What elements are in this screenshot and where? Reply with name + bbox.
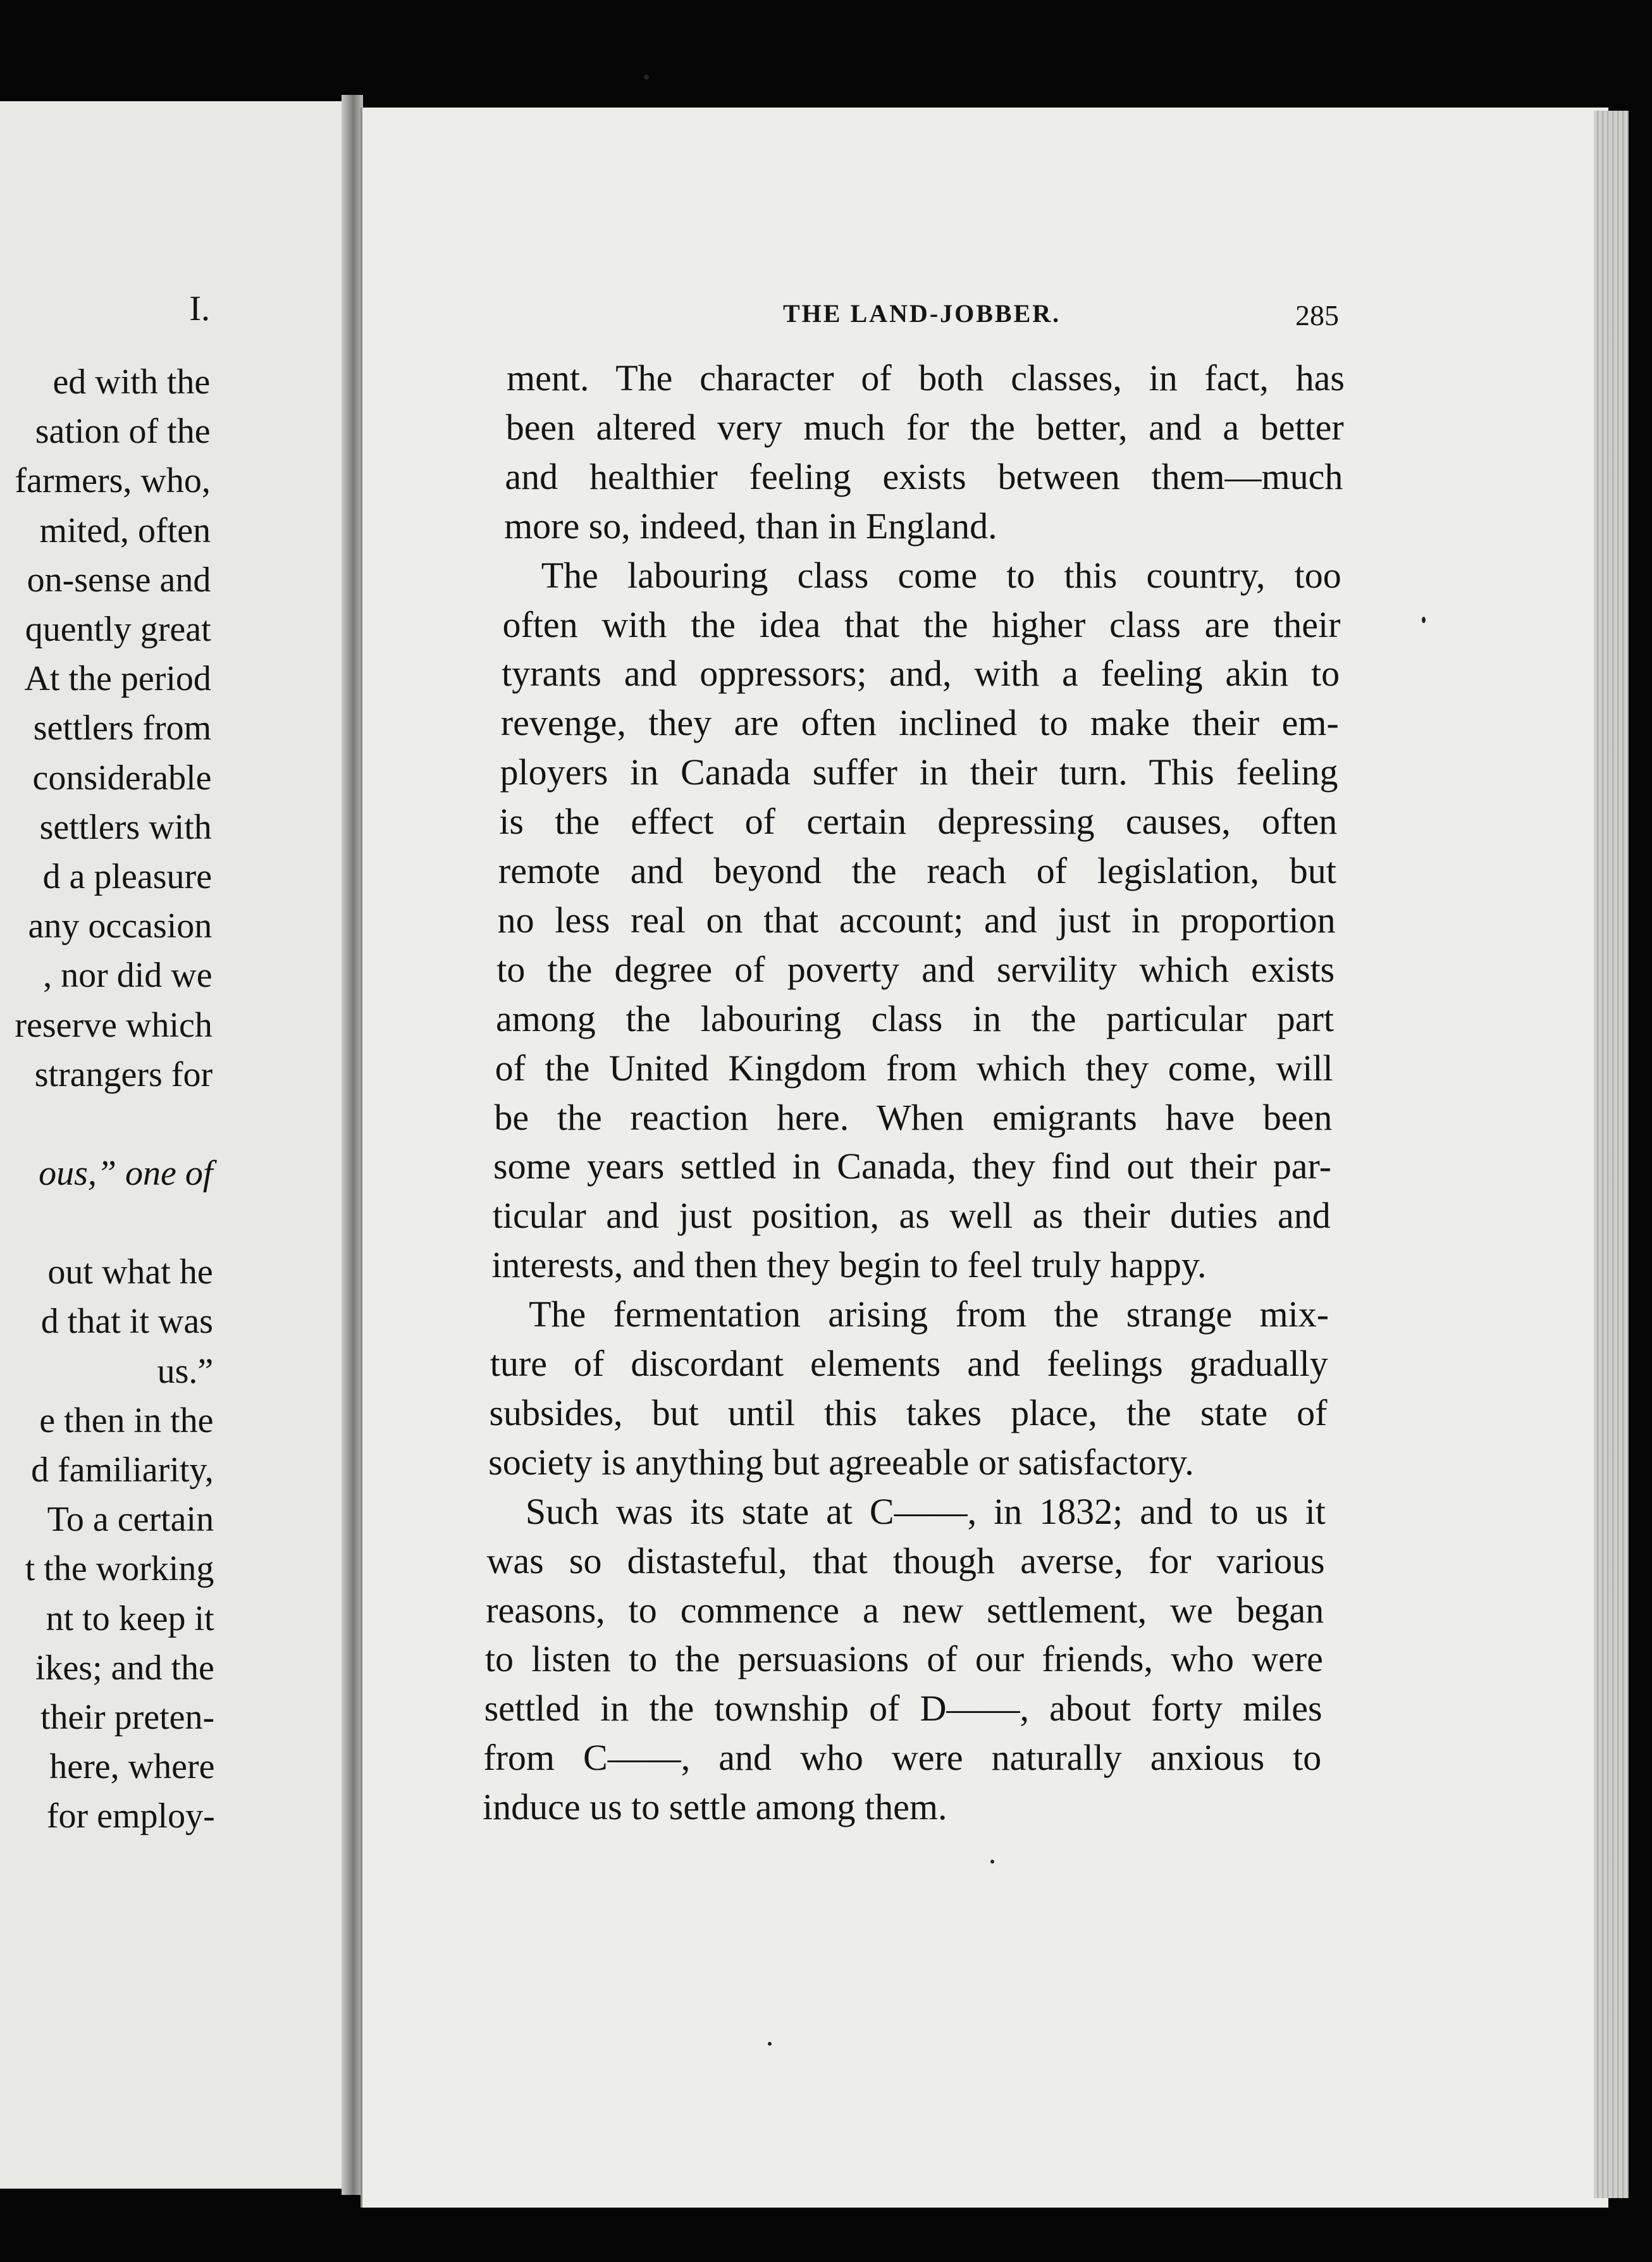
facing-page-line: ikes; and the bbox=[35, 1648, 214, 1688]
facing-page-line: out what he bbox=[47, 1252, 213, 1292]
facing-page-line: quently great bbox=[25, 610, 211, 649]
text-line: settled in the township of D——, about forty miles bbox=[484, 1688, 1322, 1729]
text-line: Such was its state at C——, in 1832; and to us it bbox=[525, 1490, 1326, 1532]
text-line: often with the idea that the higher class are their bbox=[502, 603, 1341, 645]
facing-page-line: considerable bbox=[32, 758, 212, 798]
page-header bbox=[362, 299, 1608, 343]
facing-page-line: nt to keep it bbox=[46, 1598, 214, 1638]
facing-page-line: e then in the bbox=[39, 1400, 214, 1440]
text-line: ment. The character of both classes, in fact, has bbox=[507, 357, 1345, 399]
text-line: The fermentation arising from the strange mix- bbox=[529, 1294, 1329, 1335]
facing-page-line: farmers, who, bbox=[15, 461, 211, 501]
text-line: ticular and just position, as well as their duties and bbox=[492, 1195, 1331, 1237]
facing-page-line: their preten- bbox=[40, 1698, 215, 1737]
text-line: interests, and then they begin to feel truly happy. bbox=[491, 1244, 1207, 1286]
text-line: no less real on that account; and just in proportion bbox=[497, 899, 1336, 941]
text-line: ture of discordant elements and feelings gradually bbox=[490, 1343, 1328, 1384]
facing-page-line: t the working bbox=[25, 1549, 214, 1589]
dust-speck bbox=[768, 2042, 772, 2046]
facing-page-line: settlers with bbox=[39, 807, 212, 847]
text-line: was so distasteful, that though averse, for various bbox=[486, 1540, 1325, 1581]
facing-page-line: reserve which bbox=[15, 1005, 213, 1045]
text-line: to listen to the persuasions of our friends, who were bbox=[484, 1638, 1323, 1680]
facing-page-line: here, where bbox=[49, 1747, 215, 1787]
dust-speck bbox=[990, 1860, 994, 1863]
dust-speck bbox=[1422, 617, 1426, 623]
facing-page-line: I. bbox=[189, 289, 210, 328]
facing-page-line: d familiarity, bbox=[31, 1450, 214, 1490]
right-page bbox=[361, 108, 1608, 2208]
text-line: induce us to settle among them. bbox=[483, 1786, 947, 1828]
facing-page-line: To a certain bbox=[47, 1500, 214, 1540]
facing-page-line: sation of the bbox=[35, 412, 211, 452]
text-line: be the reaction here. When emigrants have been bbox=[494, 1096, 1333, 1138]
dust-speck bbox=[644, 75, 649, 80]
facing-page-line: strangers for bbox=[34, 1054, 213, 1094]
text-line: reasons, to commence a new settlement, we began bbox=[486, 1589, 1324, 1631]
facing-page-line: ed with the bbox=[52, 362, 211, 402]
facing-page-line: us.” bbox=[157, 1351, 214, 1391]
facing-page-line: any occasion bbox=[28, 906, 213, 946]
text-line: to the degree of poverty and servility which exists bbox=[496, 948, 1335, 990]
text-line: tyrants and oppressors; and, with a feeling akin to bbox=[502, 653, 1340, 695]
text-line: ployers in Canada suffer in their turn. This feeling bbox=[500, 751, 1338, 793]
text-line: is the effect of certain depressing causes, often bbox=[499, 801, 1338, 843]
text-line: revenge, they are often inclined to make their em- bbox=[500, 702, 1339, 744]
page-number: 285 bbox=[1295, 299, 1339, 331]
text-line: more so, indeed, than in England. bbox=[504, 505, 997, 547]
text-line: some years settled in Canada, they find out their par- bbox=[493, 1146, 1332, 1187]
facing-page-line: mited, often bbox=[39, 510, 211, 550]
text-line: among the labouring class in the particular part bbox=[495, 998, 1334, 1039]
facing-page-line: At the period bbox=[24, 659, 211, 699]
facing-page-line: d a pleasure bbox=[42, 857, 213, 896]
facing-page-line: settlers from bbox=[33, 708, 212, 748]
facing-page-line: , nor did we bbox=[43, 956, 213, 996]
facing-page-line: ous,” one of bbox=[39, 1154, 213, 1193]
page-edges bbox=[1594, 111, 1629, 2198]
running-title: THE LAND-JOBBER. bbox=[783, 299, 1061, 328]
text-line: from C——, and who were naturally anxious to bbox=[483, 1737, 1322, 1779]
text-line: The labouring class come to this country, too bbox=[541, 554, 1341, 596]
book-gutter bbox=[342, 95, 363, 2195]
text-line: and healthier feeling exists between them—much bbox=[505, 455, 1343, 497]
text-line: of the United Kingdom from which they come, will bbox=[495, 1047, 1333, 1089]
left-facing-page bbox=[0, 101, 357, 2189]
facing-page-line: for employ- bbox=[46, 1796, 215, 1836]
text-line: been altered very much for the better, and a better bbox=[505, 406, 1344, 448]
text-line: remote and beyond the reach of legislation, but bbox=[498, 850, 1336, 891]
facing-page-line: on-sense and bbox=[27, 560, 211, 600]
text-line: subsides, but until this takes place, the state of bbox=[489, 1392, 1328, 1433]
facing-page-line: d that it was bbox=[40, 1302, 213, 1342]
text-line: society is anything but agreeable or satisfactory. bbox=[488, 1441, 1194, 1483]
